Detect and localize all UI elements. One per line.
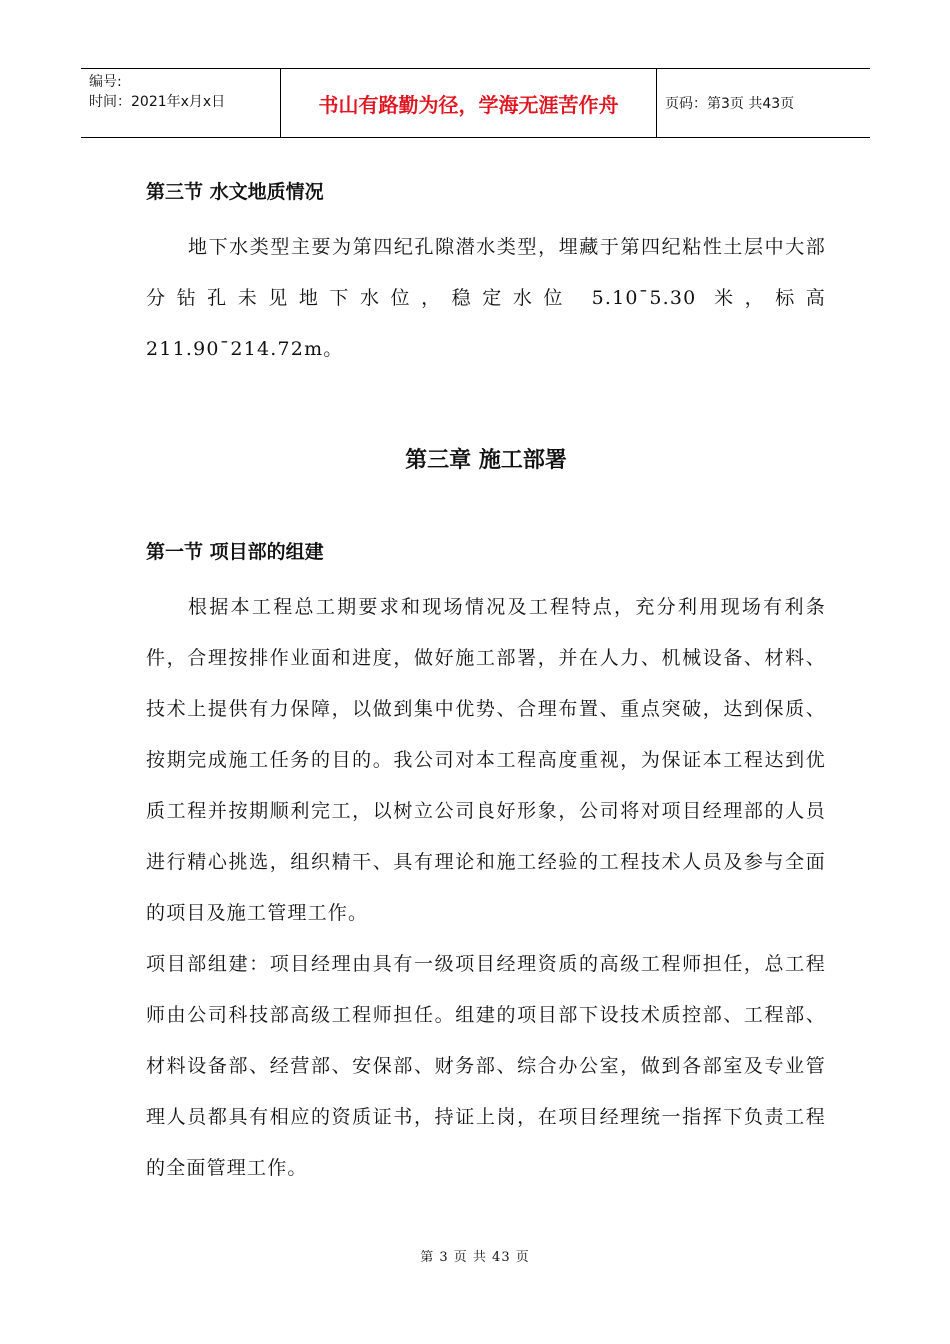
document-body [146,168,826,1194]
section-title-hydrogeology: 第三节 水文地质情况 [146,181,324,203]
paragraph-project-structure: 项目部组建：项目经理由具有一级项目经理资质的高级工程师担任，总工程师由公司科技部高级工程师担任。组建的项目部下设技术质控部、工程部、材料设备部、经营部、安保部、财务部、综合办公室，做到各部室及专业管理人员都具有相应的资质证书，持证上岗，在项目经理统一指挥下负责工程的全面管理工作。 [146,953,826,1179]
page-header [81,68,870,138]
header-meta [81,69,281,137]
section-title-project-org: 第一节 项目部的组建 [146,541,324,563]
document-number-label: 编号: [89,74,122,90]
chapter-title: 第三章 施工部署 [405,447,567,473]
page-footer: 第 3 页 共 43 页 [420,1250,530,1265]
header-motto: 书山有路勤为径，学海无涯苦作舟 [281,69,657,137]
paragraph-hydrogeology: 地下水类型主要为第四纪孔隙潜水类型，埋藏于第四纪粘性土层中大部分钻孔未见地下水位，稳定水位 5.10¯5.30 米，标高 211.90¯214.72m。 [146,236,826,360]
document-date: 时间：2021年x月x日 [89,94,226,110]
paragraph-project-org: 根据本工程总工期要求和现场情况及工程特点，充分利用现场有利条件，合理按排作业面和进度，做好施工部署，并在人力、机械设备、材料、技术上提供有力保障，以做到集中优势、合理布置、重点突破，达到保质、按期完成施工任务的目的。我公司对本工程高度重视，为保证本工程达到优质工程并按期顺利完工，以树立公司良好形象，公司将对项目经理部的人员进行精心挑选，组织精干、具有理论和施工经验的工程技术人员及参与全面的项目及施工管理工作。 [146,596,826,924]
header-page-info: 页码：第3页 共43页 [665,96,795,112]
